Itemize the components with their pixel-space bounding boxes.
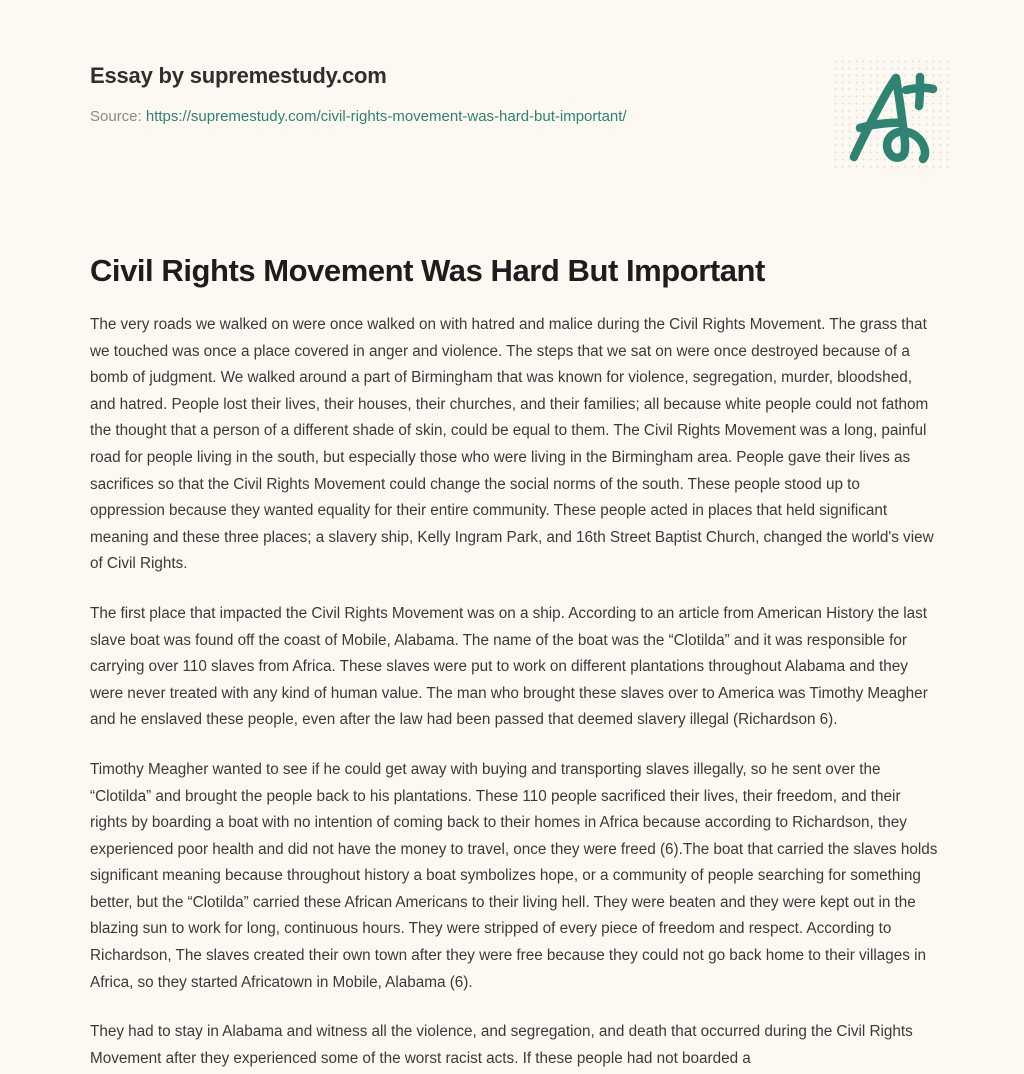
essay-by-heading: Essay by supremestudy.com bbox=[90, 63, 387, 88]
paragraph: The first place that impacted the Civil Rights Movement was on a ship. According to an article from American History the last slave boat was found off the coast of Mobile, Alabama. The name of the boat was the “Clotilda” and it was responsible for carrying over 110 slaves from Africa. These slaves were put to work on different plantations throughout Alabama and they were never treated with any kind of human value. The man who brought these slaves over to America was Timothy Meagher and he enslaved these people, even after the law had been passed that deemed slavery illegal (Richardson 6). bbox=[90, 604, 928, 729]
source-url-link[interactable]: https://supremestudy.com/civil-rights-movement-was-hard-but-important/ bbox=[145, 107, 627, 125]
paragraph: They had to stay in Alabama and witness all the violence, and segregation, and death that occurred during the Civil Rights Movement after they experienced some of the worst racist acts. If these people had not boarded a bbox=[90, 1023, 913, 1067]
a-plus-icon bbox=[838, 64, 946, 164]
paragraph: The very roads we walked on were once walked on with hatred and malice during the Civil Rights Movement. The grass that we touched was once a place covered in anger and violence. The steps that we sat on were once destroyed because of a bomb of judgment. We walked around a part of Birmingham that was known for violence, segregation, murder, bloodshed, and hatred. People lost their lives, their houses, their churches, and their families; all because white people could not fathom the thought that a person of a different shade of skin, could be equal to them. The Civil Rights Movement was a long, painful road for people living in the south, but especially those who were living in the Birmingham area. People gave their lives as sacrifices so that the Civil Rights Movement could change the social norms of the south. These people stood up to oppression because they wanted equality for their entire community. These people acted in places that held significant meaning and these three places; a slavery ship, Kelly Ingram Park, and 16th Street Baptist Church, changed the world's view of Civil Rights. bbox=[90, 316, 934, 573]
essay-body bbox=[90, 312, 938, 1072]
page-title: Civil Rights Movement Was Hard But Important bbox=[90, 253, 765, 288]
source-line bbox=[90, 106, 934, 127]
source-label: Source: bbox=[90, 107, 142, 125]
paragraph: Timothy Meagher wanted to see if he could get away with buying and transporting slaves illegally, so he sent over the “Clotilda” and brought the people back to his plantations. These 110 people sacrificed their lives, their freedom, and their rights by boarding a boat with no intention of coming back to their homes in Africa because according to Richardson, they experienced poor health and did not have the money to travel, once they were freed (6).The boat that carried the slaves holds significant meaning because throughout history a boat symbolizes hope, or a community of people searching for something better, but the “Clotilda” carried these African Americans to their living hell. They were beaten and they were kept out in the blazing sun to work for long, continuous hours. They were stripped of every piece of freedom and respect. According to Richardson, The slaves created their own town after they were free because they could not go back home to their villages in Africa, so they started Africatown in Mobile, Alabama (6). bbox=[90, 760, 938, 991]
brand-logo-aplus[interactable] bbox=[832, 58, 952, 170]
